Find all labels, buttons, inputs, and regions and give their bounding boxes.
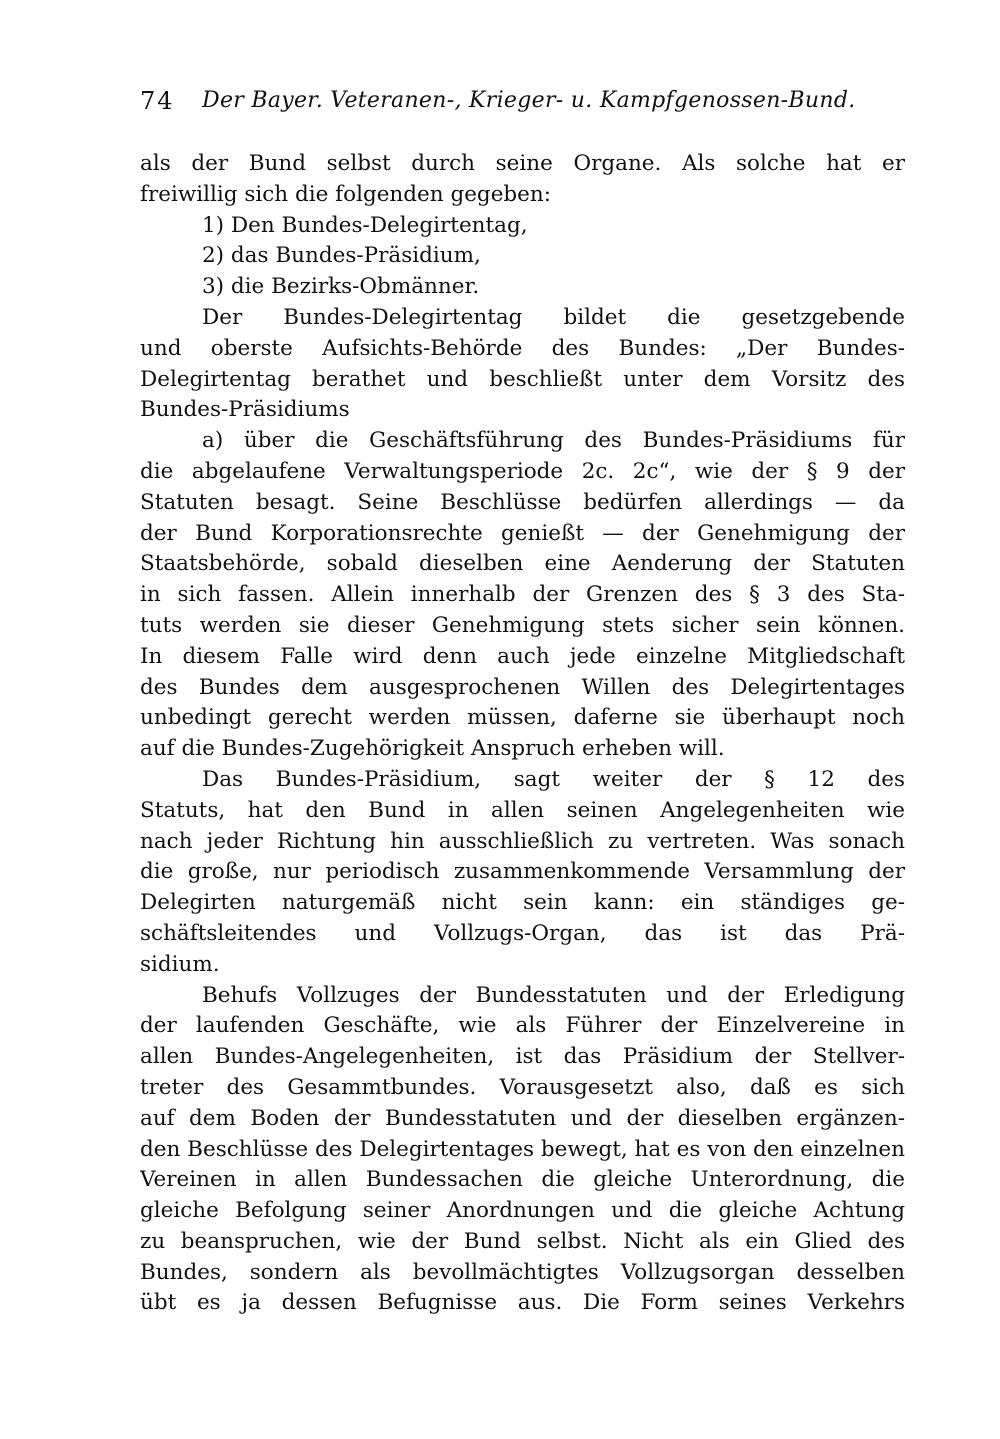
text-line: übt es ja dessen Befugnisse aus. Die Form seines Verkehrs bbox=[140, 1290, 905, 1316]
text-line: Statuten besagt. Seine Beschlüsse bedürfen allerdings — da bbox=[140, 489, 905, 515]
text-line: nach jeder Richtung hin ausschließlich zu vertreten. Was sonach bbox=[140, 828, 905, 854]
text-line: freiwillig sich die folgenden gegeben: bbox=[140, 181, 551, 207]
text-line: treter des Gesammtbundes. Vorausgesetzt also, daß es sich bbox=[140, 1074, 905, 1100]
text-line: zu beanspruchen, wie der Bund selbst. Nicht als ein Glied des bbox=[140, 1228, 905, 1254]
list-item: 2) das Bundes-Präsidium, bbox=[202, 243, 481, 269]
text-line: Delegirten naturgemäß nicht sein kann: ein ständiges ge- bbox=[140, 890, 905, 916]
text-line: auf dem Boden der Bundesstatuten und der dieselben ergänzen- bbox=[140, 1105, 905, 1131]
text-line: der laufenden Geschäfte, wie als Führer der Einzelvereine in bbox=[140, 1013, 905, 1039]
text-line: und oberste Aufsichts-Behörde des Bundes: „Der Bundes- bbox=[140, 335, 905, 361]
text-line: schäftsleitendes und Vollzugs-Organ, das ist das Prä- bbox=[140, 920, 905, 946]
text-line: auf die Bundes-Zugehörigkeit Anspruch erheben will. bbox=[140, 736, 725, 762]
text-line: in sich fassen. Allein innerhalb der Grenzen des § 3 des Sta- bbox=[140, 582, 905, 608]
text-line: der Bund Korporationsrechte genießt — der Genehmigung der bbox=[140, 520, 905, 546]
text-line: des Bundes dem ausgesprochenen Willen des Delegirtentages bbox=[140, 674, 905, 700]
text-line: den Beschlüsse des Delegirtentages bewegt, hat es von den einzelnen bbox=[140, 1136, 905, 1162]
text-line: Statuts, hat den Bund in allen seinen Angelegenheiten wie bbox=[140, 797, 905, 823]
page-header bbox=[140, 84, 900, 118]
text-line: als der Bund selbst durch seine Organe. Als solche hat er bbox=[140, 151, 905, 176]
text-line: Staatsbehörde, sobald dieselben eine Aenderung der Statuten bbox=[140, 551, 905, 577]
text-line: unbedingt gerecht werden müssen, daferne sie überhaupt noch bbox=[140, 705, 905, 731]
text-line: sidium. bbox=[140, 951, 220, 977]
text-line: Bundes, sondern als bevollmächtigtes Vollzugsorgan desselben bbox=[140, 1259, 905, 1285]
text-line: Vereinen in allen Bundessachen die gleiche Unterordnung, die bbox=[140, 1167, 905, 1193]
text-line: die große, nur periodisch zusammenkommende Versammlung der bbox=[140, 859, 905, 885]
text-line: In diesem Falle wird denn auch jede einzelne Mitgliedschaft bbox=[140, 643, 905, 669]
text-line: Delegirtentag berathet und beschließt unter dem Vorsitz des bbox=[140, 366, 905, 392]
body-text bbox=[140, 149, 905, 1319]
paragraph-start-line: Der Bundes-Delegirtentag bildet die gesetzgebende bbox=[202, 304, 905, 330]
running-head: Der Bayer. Veteranen-, Krieger- u. Kampfgenossen-Bund. bbox=[202, 88, 856, 113]
page-number: 74 bbox=[140, 87, 175, 115]
text-line: Bundes-Präsidiums bbox=[140, 397, 350, 423]
text-line: die abgelaufene Verwaltungsperiode 2c. 2c“, wie der § 9 der bbox=[140, 458, 905, 484]
text-line: allen Bundes-Angelegenheiten, ist das Präsidium der Stellver- bbox=[140, 1044, 905, 1070]
list-item: 1) Den Bundes-Delegirtentag, bbox=[202, 212, 528, 238]
paragraph-start-line: a) über die Geschäftsführung des Bundes-Präsidiums für bbox=[202, 428, 905, 454]
paragraph-start-line: Das Bundes-Präsidium, sagt weiter der § 12 des bbox=[202, 766, 905, 792]
text-line: gleiche Befolgung seiner Anordnungen und die gleiche Achtung bbox=[140, 1198, 905, 1224]
paragraph-start-line: Behufs Vollzuges der Bundesstatuten und der Erledigung bbox=[202, 982, 905, 1008]
text-line: tuts werden sie dieser Genehmigung stets sicher sein können. bbox=[140, 612, 905, 638]
list-item: 3) die Bezirks-Obmänner. bbox=[202, 274, 480, 300]
